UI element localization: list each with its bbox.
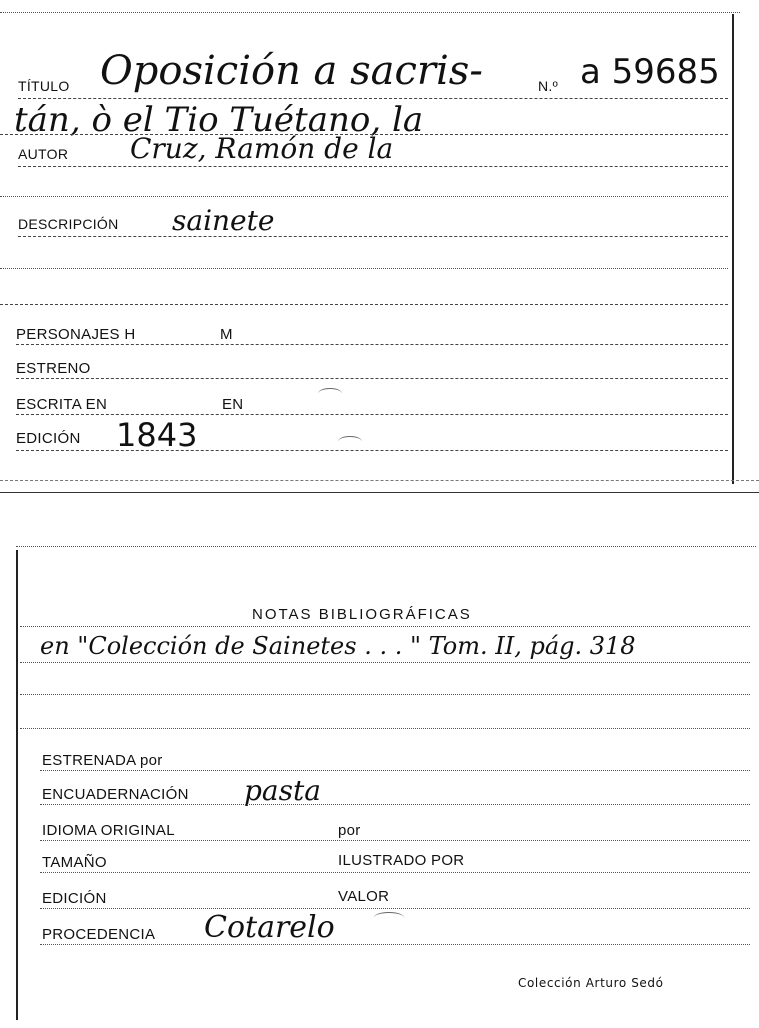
personajes-m-label: M xyxy=(220,326,233,343)
notas-line-3 xyxy=(20,728,750,729)
titulo-value-line1: Oposición a sacris- xyxy=(100,48,483,94)
blank-line-3 xyxy=(0,304,728,305)
descripcion-label: DESCRIPCIÓN xyxy=(18,216,119,232)
edicion-label: EDICIÓN xyxy=(16,430,81,447)
card-left-border xyxy=(16,550,18,1020)
notas-line-2 xyxy=(20,694,750,695)
procedencia-label: PROCEDENCIA xyxy=(42,926,156,943)
tamano-label: TAMAÑO xyxy=(42,854,107,871)
autor-label: AUTOR xyxy=(18,146,69,162)
titulo-line-1 xyxy=(18,98,728,99)
idioma-line xyxy=(40,840,750,841)
titulo-label: TÍTULO xyxy=(18,78,70,94)
top-border-line xyxy=(16,546,756,547)
cut-guide-dashed xyxy=(0,480,759,481)
numero-label: N.º xyxy=(538,78,559,94)
descripcion-line xyxy=(18,236,728,237)
ilustrado-label: ILUSTRADO POR xyxy=(338,852,465,869)
encuadernacion-label: ENCUADERNACIÓN xyxy=(42,786,189,803)
ink-mark xyxy=(338,436,362,447)
catalog-card-top xyxy=(0,0,759,492)
titulo-value-line2: tán, ò el Tio Tuétano, la xyxy=(14,100,424,140)
escrita-en-label: ESCRITA EN xyxy=(16,396,108,413)
top-border-line xyxy=(0,12,740,13)
card-separator xyxy=(0,492,759,493)
tamano-line xyxy=(40,872,750,873)
descripcion-value: sainete xyxy=(172,204,275,237)
notas-value: en "Colección de Sainetes . . . " Tom. II, pág. 318 xyxy=(40,632,636,660)
edicion-line-bottom xyxy=(40,908,750,909)
estreno-line xyxy=(16,378,728,379)
encuadernacion-value: pasta xyxy=(244,774,321,807)
idioma-label: IDIOMA ORIGINAL xyxy=(42,822,175,839)
escrita-en-label-2: EN xyxy=(222,396,244,413)
encuadernacion-line xyxy=(40,804,750,805)
estrenada-line xyxy=(40,770,750,771)
estrenada-label: ESTRENADA por xyxy=(42,752,163,769)
card-right-border xyxy=(732,14,734,484)
edicion-value: 1843 xyxy=(116,416,198,454)
ink-mark xyxy=(374,912,404,923)
valor-label: VALOR xyxy=(338,888,390,905)
notas-title: NOTAS BIBLIOGRÁFICAS xyxy=(252,606,472,623)
por-label: por xyxy=(338,822,361,839)
edicion-line xyxy=(16,450,728,451)
personajes-label: PERSONAJES H xyxy=(16,326,136,343)
blank-line-1 xyxy=(0,196,728,197)
personajes-line xyxy=(16,344,728,345)
autor-line xyxy=(18,166,728,167)
procedencia-value: Cotarelo xyxy=(204,910,335,945)
procedencia-line xyxy=(40,944,750,945)
notas-title-line xyxy=(20,626,750,627)
numero-value: a 59685 xyxy=(580,52,720,92)
estreno-label: ESTRENO xyxy=(16,360,91,377)
blank-line-2 xyxy=(0,268,728,269)
notas-line-1 xyxy=(20,662,750,663)
coleccion-stamp: Colección Arturo Sedó xyxy=(518,976,664,990)
ink-mark xyxy=(318,388,342,399)
autor-value: Cruz, Ramón de la xyxy=(130,132,394,165)
edicion-label-bottom: EDICIÓN xyxy=(42,890,107,907)
escrita-en-line xyxy=(16,414,728,415)
catalog-card-bottom xyxy=(0,540,759,1028)
